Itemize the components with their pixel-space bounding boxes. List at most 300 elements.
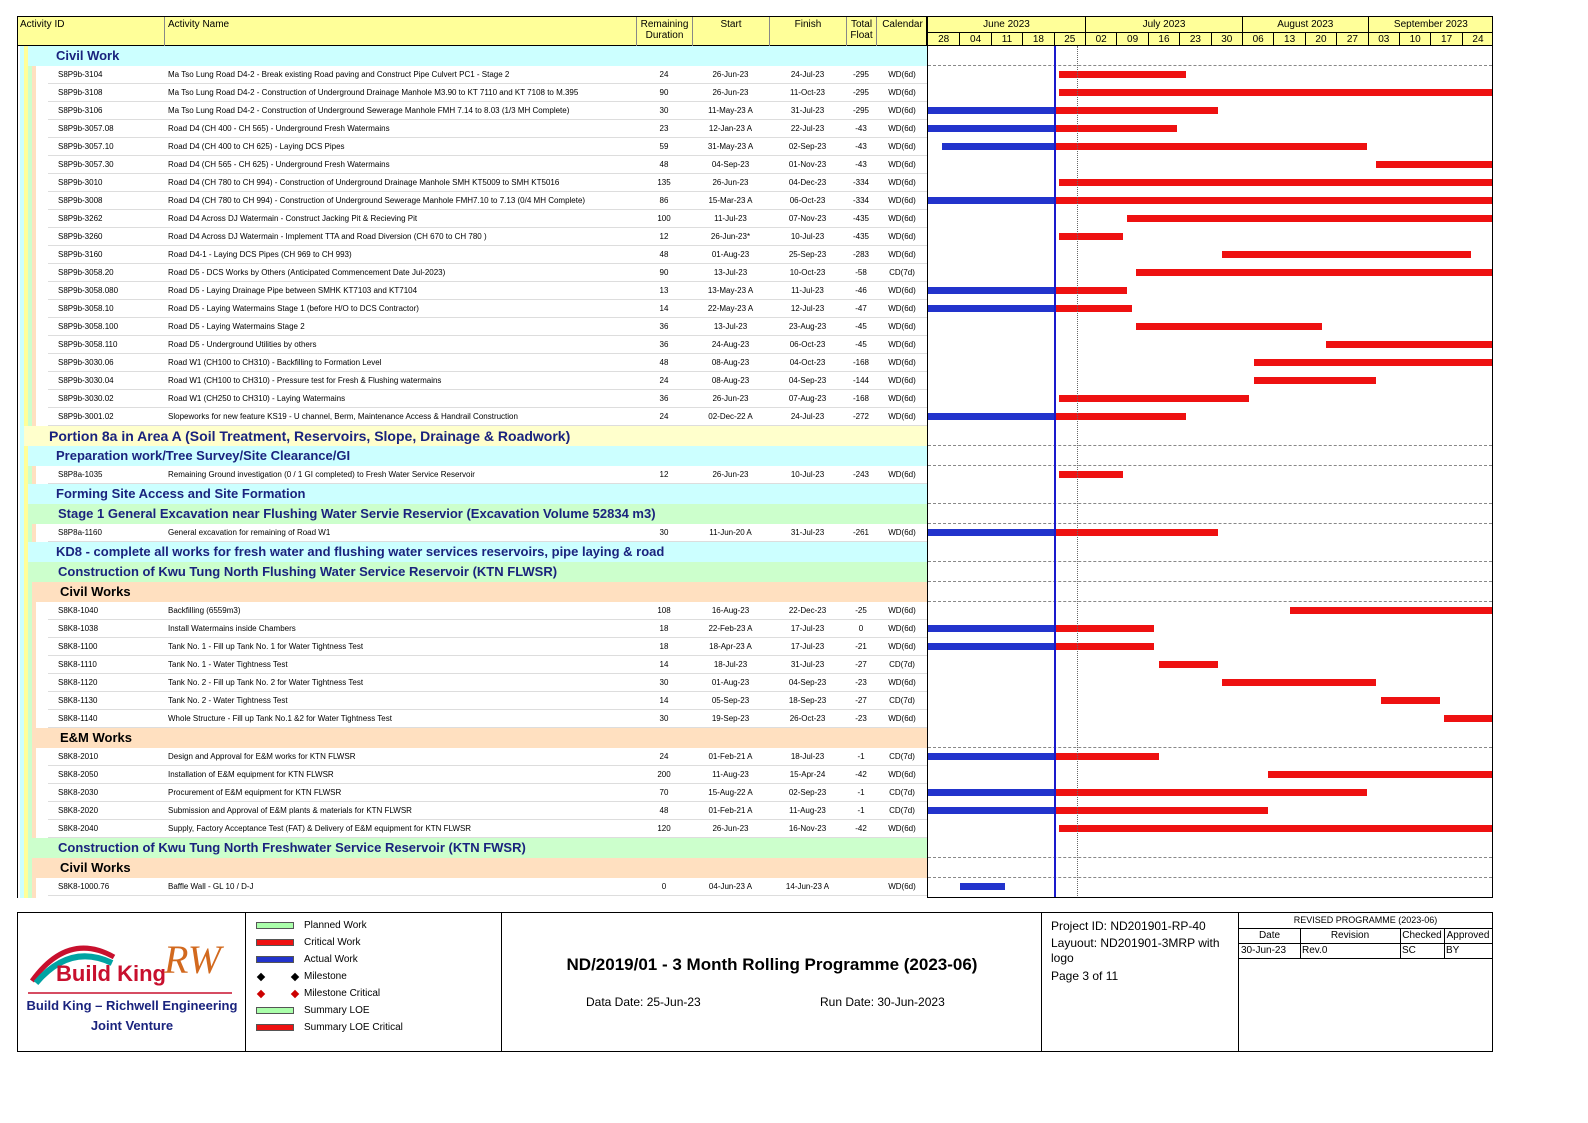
actual-work-bar[interactable]	[928, 305, 1055, 312]
remaining-duration: 108	[657, 606, 671, 615]
revision-panel	[1239, 913, 1492, 1051]
activity-name: Road D4 (CH 565 - CH 625) - Underground Fresh Watermains	[168, 160, 390, 169]
activity-name: Ma Tso Lung Road D4-2 - Break existing Road paving and Construct Pipe Culvert PC1 - Stage 2	[168, 70, 510, 79]
activity-name: Remaining Ground investigation (0 / 1 GI completed) to Fresh Water Service Reservoir	[168, 470, 475, 479]
revision-header-row	[1239, 928, 1492, 944]
activity-name: Road D5 - Laying Drainage Pipe between SMHK KT7103 and KT7104	[168, 286, 418, 295]
calendar: WD(6d)	[888, 304, 916, 313]
remaining-duration: 24	[659, 70, 669, 79]
activity-row[interactable]	[48, 282, 928, 300]
activity-id: S8P9b-3057.10	[58, 142, 114, 151]
critical-work-bar[interactable]	[1055, 529, 1218, 536]
finish-date: 31-Jul-23	[790, 660, 825, 669]
activity-row[interactable]	[48, 602, 928, 620]
finish-date: 31-Jul-23	[790, 106, 825, 115]
total-float: -334	[852, 196, 869, 205]
activity-id: S8K8-1038	[58, 624, 99, 633]
total-float: -43	[855, 142, 867, 151]
total-float: -295	[852, 88, 869, 97]
rev-header-checked: Checked	[1400, 928, 1445, 943]
start-date: 11-May-23 A	[708, 106, 753, 115]
total-float: -334	[852, 178, 869, 187]
week-label: 04	[959, 32, 990, 46]
calendar: WD(6d)	[888, 624, 916, 633]
finish-date: 22-Jul-23	[790, 124, 825, 133]
remaining-duration: 36	[659, 394, 669, 403]
legend-swatch	[256, 1007, 294, 1014]
rev-revision: Rev.0	[1300, 943, 1401, 958]
activity-row[interactable]	[48, 408, 928, 426]
activity-row[interactable]	[48, 84, 928, 102]
start-date: 01-Aug-23	[711, 678, 750, 687]
wbs-section-header: Civil Works	[36, 858, 928, 878]
activity-id: S8P9b-3058.100	[58, 322, 119, 331]
critical-work-bar[interactable]	[1290, 607, 1493, 614]
activity-row[interactable]	[48, 300, 928, 318]
revision-title: REVISED PROGRAMME (2023-06)	[1239, 913, 1492, 929]
legend-swatch	[256, 956, 294, 963]
activity-row[interactable]	[48, 784, 928, 802]
remaining-duration: 86	[659, 196, 669, 205]
finish-date: 02-Sep-23	[788, 142, 827, 151]
finish-date: 15-Apr-24	[789, 770, 826, 779]
gantt-section-divider	[928, 601, 1492, 602]
total-float: -43	[855, 124, 867, 133]
calendar: WD(6d)	[888, 160, 916, 169]
legend-item	[256, 953, 496, 967]
critical-work-bar[interactable]	[1222, 679, 1376, 686]
total-float: -168	[852, 394, 869, 403]
start-date: 26-Jun-23	[712, 470, 749, 479]
activity-name: Slopeworks for new feature KS19 - U channel, Berm, Maintenance Access & Handrail Construction	[168, 412, 518, 421]
start-date: 11-Aug-23	[712, 770, 749, 779]
actual-work-bar[interactable]	[928, 107, 1055, 114]
finish-date: 10-Jul-23	[790, 232, 825, 241]
wbs-level-strip	[32, 46, 36, 898]
finish-date: 24-Jul-23	[790, 412, 825, 421]
remaining-duration: 24	[659, 752, 669, 761]
finish-date: 02-Sep-23	[788, 788, 827, 797]
activity-name: Road D4 (CH 780 to CH 994) - Construction of Underground Drainage Manhole SMH KT5009 to SMH KT5016	[168, 178, 560, 187]
remaining-duration: 24	[659, 412, 669, 421]
critical-work-bar[interactable]	[1055, 305, 1132, 312]
col-activity-name: Activity Name	[164, 17, 636, 46]
total-float: -42	[855, 770, 867, 779]
activity-row[interactable]	[48, 102, 928, 120]
activity-name: Road D4-1 - Laying DCS Pipes (CH 969 to CH 993)	[168, 250, 352, 259]
rev-header-revision: Revision	[1300, 928, 1401, 943]
wbs-section-header: Construction of Kwu Tung North Freshwater Service Reservoir (KTN FWSR)	[32, 838, 928, 858]
activity-name: Road W1 (CH100 to CH310) - Pressure test for Fresh & Flushing watermains	[168, 376, 442, 385]
activity-name: General excavation for remaining of Road W1	[168, 528, 331, 537]
actual-work-bar[interactable]	[928, 529, 1055, 536]
activity-id: S8P8a-1160	[58, 528, 102, 537]
legend-swatch	[256, 939, 294, 946]
legend-item	[256, 987, 496, 1001]
finish-date: 17-Jul-23	[790, 642, 825, 651]
col-calendar: Calendar	[876, 17, 928, 46]
critical-work-bar[interactable]	[1136, 269, 1493, 276]
gantt-section-divider	[928, 747, 1492, 748]
activity-name: Ma Tso Lung Road D4-2 - Construction of Underground Drainage Manhole M3.90 to KT 7110 and KT 7108 to M.395	[168, 88, 579, 97]
total-float: -295	[852, 106, 869, 115]
total-float	[846, 878, 876, 896]
calendar: WD(6d)	[888, 232, 916, 241]
calendar: CD(7d)	[889, 696, 915, 705]
total-float: -144	[852, 376, 869, 385]
calendar: WD(6d)	[888, 678, 916, 687]
start-date: 01-Aug-23	[711, 250, 750, 259]
remaining-duration: 18	[659, 624, 669, 633]
activity-id: S8P9b-3058.110	[58, 340, 118, 349]
calendar: WD(6d)	[888, 88, 916, 97]
actual-work-bar[interactable]	[928, 643, 1055, 650]
actual-work-bar[interactable]	[928, 753, 1055, 760]
start-date: 12-Jan-23 A	[708, 124, 753, 133]
legend-item	[256, 1004, 496, 1018]
activity-id: S8P9b-3260	[58, 232, 103, 241]
activity-row[interactable]	[48, 120, 928, 138]
activity-id: S8K8-2020	[58, 806, 99, 815]
finish-date: 11-Oct-23	[790, 88, 825, 97]
actual-work-bar[interactable]	[928, 789, 1055, 796]
critical-work-bar[interactable]	[1381, 697, 1440, 704]
actual-work-bar[interactable]	[928, 125, 1055, 132]
legend-milestone-diamond	[291, 973, 299, 981]
start-date: 26-Jun-23*	[710, 232, 751, 241]
remaining-duration: 48	[659, 358, 669, 367]
activity-name: Installation of E&M equipment for KTN FLWSR	[168, 770, 334, 779]
start-date: 26-Jun-23	[712, 178, 749, 187]
activity-row[interactable]	[48, 354, 928, 372]
week-label: 17	[1430, 32, 1461, 46]
critical-work-bar[interactable]	[1055, 413, 1186, 420]
wbs-level-strip	[28, 46, 32, 898]
activity-row[interactable]	[48, 524, 928, 542]
start-date: 15-Mar-23 A	[708, 196, 753, 205]
critical-work-bar[interactable]	[1055, 643, 1155, 650]
data-date-line	[1054, 46, 1056, 898]
week-label: 16	[1148, 32, 1179, 46]
run-date-line	[1077, 46, 1078, 898]
rev-header-date: Date	[1239, 928, 1301, 943]
timeline-header	[927, 16, 1493, 46]
activity-id: S8P9b-3058.080	[58, 286, 119, 295]
week-label: 20	[1305, 32, 1336, 46]
week-label: 09	[1116, 32, 1147, 46]
activity-id: S8P8a-1035	[58, 470, 103, 479]
week-label: 27	[1336, 32, 1367, 46]
start-date: 24-Aug-23	[711, 340, 750, 349]
calendar: WD(6d)	[888, 142, 916, 151]
critical-work-bar[interactable]	[1254, 377, 1376, 384]
wbs-level-strip	[24, 46, 28, 898]
finish-date: 04-Sep-23	[788, 376, 827, 385]
total-float: -27	[855, 660, 867, 669]
activity-row[interactable]	[48, 820, 928, 838]
finish-date: 10-Jul-23	[790, 470, 825, 479]
activity-row[interactable]	[48, 336, 928, 354]
remaining-duration: 48	[659, 160, 669, 169]
week-label: 24	[1462, 32, 1493, 46]
critical-work-bar[interactable]	[1055, 753, 1159, 760]
wbs-section-header: Portion 8a in Area A (Soil Treatment, Reservoirs, Slope, Drainage & Roadwork)	[24, 426, 928, 446]
finish-date: 04-Oct-23	[789, 358, 826, 367]
activity-name: Road D4 Across DJ Watermain - Construct Jacking Pit & Recieving Pit	[168, 214, 418, 223]
legend-milestone-diamond	[257, 973, 265, 981]
activity-row[interactable]	[48, 192, 928, 210]
activity-name: Whole Structure - Fill up Tank No.1 &2 for Water Tightness Test	[168, 714, 392, 723]
legend-swatch	[256, 922, 294, 929]
total-float: -272	[852, 412, 869, 421]
calendar: CD(7d)	[889, 752, 915, 761]
wbs-section-header: Stage 1 General Excavation near Flushing Water Servie Reservior (Excavation Volume 52834 m3)	[32, 504, 928, 524]
legend-milestone-diamond	[291, 990, 299, 998]
activity-id: S8P9b-3262	[58, 214, 103, 223]
activity-name: Design and Approval for E&M works for KTN FLWSR	[168, 752, 356, 761]
actual-work-bar[interactable]	[928, 413, 1055, 420]
activity-id: S8P9b-3030.04	[58, 376, 114, 385]
calendar: WD(6d)	[888, 322, 916, 331]
activity-id: S8P9b-3001.02	[58, 412, 114, 421]
activity-row[interactable]	[48, 766, 928, 784]
logo-main-text: Build King	[56, 961, 166, 986]
critical-work-bar[interactable]	[1326, 341, 1493, 348]
activity-row[interactable]	[48, 710, 928, 728]
week-label: 02	[1085, 32, 1116, 46]
activity-row[interactable]	[48, 390, 928, 408]
critical-work-bar[interactable]	[1055, 197, 1493, 204]
col-total-float: Total Float	[846, 17, 876, 46]
finish-date: 07-Nov-23	[788, 214, 827, 223]
remaining-duration: 14	[659, 660, 669, 669]
remaining-duration: 100	[657, 214, 671, 223]
critical-work-bar[interactable]	[1136, 323, 1322, 330]
finish-date: 12-Jul-23	[790, 304, 825, 313]
activity-name: Tank No. 1 - Water Tightness Test	[168, 660, 288, 669]
activity-id: S8K8-1000.76	[58, 882, 110, 891]
activity-row[interactable]	[48, 246, 928, 264]
calendar: WD(6d)	[888, 70, 916, 79]
activity-id: S8P9b-3106	[58, 106, 103, 115]
remaining-duration: 120	[657, 824, 671, 833]
critical-work-bar[interactable]	[1222, 251, 1471, 258]
remaining-duration: 48	[659, 250, 669, 259]
activity-id: S8P9b-3058.10	[58, 304, 114, 313]
activity-row[interactable]	[48, 318, 928, 336]
critical-work-bar[interactable]	[1055, 107, 1218, 114]
remaining-duration: 36	[659, 322, 669, 331]
total-float: -295	[852, 70, 869, 79]
week-label: 18	[1022, 32, 1053, 46]
critical-work-bar[interactable]	[1059, 825, 1493, 832]
calendar: WD(6d)	[888, 824, 916, 833]
total-float: -261	[852, 528, 869, 537]
activity-id: S8K8-1040	[58, 606, 99, 615]
remaining-duration: 14	[659, 304, 669, 313]
calendar: WD(6d)	[888, 250, 916, 259]
actual-work-bar[interactable]	[928, 807, 1055, 814]
remaining-duration: 30	[659, 714, 669, 723]
calendar: WD(6d)	[888, 642, 916, 651]
activity-row[interactable]	[48, 748, 928, 766]
actual-work-bar[interactable]	[960, 883, 1005, 890]
activity-row[interactable]	[48, 802, 928, 820]
project-info-panel	[1042, 913, 1239, 1051]
start-date: 04-Sep-23	[711, 160, 750, 169]
table-header	[17, 16, 927, 46]
critical-work-bar[interactable]	[1059, 471, 1122, 478]
critical-work-bar[interactable]	[1055, 789, 1367, 796]
remaining-duration: 70	[659, 788, 669, 797]
start-date: 31-May-23 A	[707, 142, 754, 151]
activity-row[interactable]	[48, 372, 928, 390]
activity-name: Road W1 (CH250 to CH310) - Laying Watermains	[168, 394, 346, 403]
calendar: WD(6d)	[888, 286, 916, 295]
calendar: CD(7d)	[889, 660, 915, 669]
activity-id: S8P9b-3010	[58, 178, 103, 187]
finish-date: 04-Sep-23	[788, 678, 827, 687]
critical-work-bar[interactable]	[1159, 661, 1218, 668]
gantt-section-divider	[928, 581, 1492, 582]
critical-work-bar[interactable]	[1127, 215, 1493, 222]
calendar: CD(7d)	[889, 268, 915, 277]
activity-row[interactable]	[48, 692, 928, 710]
activity-row[interactable]	[48, 210, 928, 228]
total-float: -21	[855, 642, 867, 651]
activity-name: Road W1 (CH100 to CH310) - Backfilling to Formation Level	[168, 358, 382, 367]
rev-approved: BY	[1446, 945, 1460, 956]
actual-work-bar[interactable]	[942, 143, 1055, 150]
remaining-duration: 200	[657, 770, 671, 779]
activity-row[interactable]	[48, 466, 928, 484]
calendar: WD(6d)	[888, 770, 916, 779]
start-date: 18-Apr-23 A	[709, 642, 752, 651]
month-label: August 2023	[1242, 17, 1368, 32]
activity-id: S8P9b-3057.30	[58, 160, 114, 169]
critical-work-bar[interactable]	[1055, 287, 1127, 294]
wbs-section-header: Preparation work/Tree Survey/Site Clearance/GI	[28, 446, 928, 466]
start-date: 05-Sep-23	[711, 696, 750, 705]
remaining-duration: 23	[659, 124, 669, 133]
activity-id: S8K8-2050	[58, 770, 99, 779]
activity-row[interactable]	[48, 656, 928, 674]
total-float: -1	[857, 752, 865, 761]
total-float: -45	[855, 340, 867, 349]
actual-work-bar[interactable]	[928, 197, 1055, 204]
company-line-1: Build King – Richwell Engineering	[26, 998, 238, 1013]
activity-row[interactable]	[48, 228, 928, 246]
finish-date: 17-Jul-23	[790, 624, 825, 633]
critical-work-bar[interactable]	[1254, 359, 1493, 366]
total-float: 0	[858, 624, 864, 633]
legend-item	[256, 970, 496, 984]
finish-date: 06-Oct-23	[789, 340, 826, 349]
activity-row[interactable]	[48, 138, 928, 156]
start-date: 13-Jul-23	[713, 322, 748, 331]
wbs-section-header: Construction of Kwu Tung North Flushing Water Service Reservoir (KTN FLWSR)	[32, 562, 928, 582]
gantt-section-divider	[928, 523, 1492, 524]
activity-row[interactable]	[48, 620, 928, 638]
total-float: -27	[855, 696, 867, 705]
calendar: WD(6d)	[888, 178, 916, 187]
calendar: CD(7d)	[889, 806, 915, 815]
critical-work-bar[interactable]	[1059, 233, 1122, 240]
legend-item	[256, 1021, 496, 1035]
activity-name: Road D4 (CH 400 to CH 625) - Laying DCS Pipes	[168, 142, 345, 151]
activity-name: Tank No. 1 - Fill up Tank No. 1 for Water Tightness Test	[168, 642, 364, 651]
activity-row[interactable]	[48, 66, 928, 84]
actual-work-bar[interactable]	[928, 625, 1055, 632]
calendar: WD(6d)	[888, 214, 916, 223]
rev-checked: SC	[1400, 943, 1445, 958]
activity-name: Road D4 (CH 400 - CH 565) - Underground Fresh Watermains	[168, 124, 390, 133]
finish-date: 14-Jun-23 A	[785, 882, 830, 891]
gantt-section-divider	[928, 445, 1492, 446]
activity-row[interactable]	[48, 674, 928, 692]
activity-row[interactable]	[48, 264, 928, 282]
critical-work-bar[interactable]	[1055, 625, 1155, 632]
critical-work-bar[interactable]	[1055, 125, 1177, 132]
critical-work-bar[interactable]	[1059, 179, 1493, 186]
activity-name: Road D5 - Laying Watermains Stage 1 (before H/O to DCS Contractor)	[168, 304, 419, 313]
actual-work-bar[interactable]	[928, 287, 1055, 294]
start-date: 18-Jul-23	[713, 660, 748, 669]
calendar: WD(6d)	[888, 412, 916, 421]
start-date: 13-Jul-23	[713, 268, 748, 277]
wbs-section-header: KD8 - complete all works for fresh water and flushing water services reservoirs, pipe laying & road	[28, 542, 928, 562]
activity-name: Road D4 (CH 780 to CH 994) - Construction of Underground Sewerage Manhole FMH7.10 to 7.13 (0/4 MH Complete)	[168, 196, 586, 205]
start-date: 11-Jul-23	[714, 214, 747, 223]
activity-name: Road D5 - DCS Works by Others (Anticipated Commencement Date Jul-2023)	[168, 268, 446, 277]
calendar: WD(6d)	[888, 606, 916, 615]
logo-panel	[18, 913, 246, 1051]
gantt-section-divider	[928, 503, 1492, 504]
week-label: 23	[1179, 32, 1210, 46]
run-date: Run Date: 30-Jun-2023	[820, 995, 945, 1009]
month-label: July 2023	[1085, 17, 1242, 32]
remaining-duration: 13	[659, 286, 669, 295]
critical-work-bar[interactable]	[1055, 807, 1268, 814]
activity-name: Submission and Approval of E&M plants & materials for KTN FLWSR	[168, 806, 412, 815]
critical-work-bar[interactable]	[1059, 395, 1249, 402]
critical-work-bar[interactable]	[1444, 715, 1493, 722]
week-label: 06	[1242, 32, 1273, 46]
finish-date: 10-Oct-23	[789, 268, 826, 277]
critical-work-bar[interactable]	[1055, 143, 1367, 150]
critical-work-bar[interactable]	[1376, 161, 1493, 168]
activity-row[interactable]	[48, 878, 928, 896]
activity-row[interactable]	[48, 638, 928, 656]
start-date: 22-Feb-23 A	[708, 624, 753, 633]
activity-id: S8K8-1120	[58, 678, 98, 687]
finish-date: 22-Dec-23	[788, 606, 827, 615]
finish-date: 23-Aug-23	[788, 322, 827, 331]
total-float: -46	[855, 286, 867, 295]
remaining-duration: 36	[659, 340, 669, 349]
critical-work-bar[interactable]	[1059, 89, 1493, 96]
activity-id: S8K8-2040	[58, 824, 99, 833]
calendar: WD(6d)	[888, 106, 916, 115]
total-float: -435	[852, 214, 869, 223]
critical-work-bar[interactable]	[1268, 771, 1493, 778]
start-date: 26-Jun-23	[712, 824, 749, 833]
activity-row[interactable]	[48, 174, 928, 192]
remaining-duration: 14	[659, 696, 669, 705]
legend-label: Actual Work	[304, 954, 358, 965]
remaining-duration: 30	[659, 106, 669, 115]
activity-row[interactable]	[48, 156, 928, 174]
